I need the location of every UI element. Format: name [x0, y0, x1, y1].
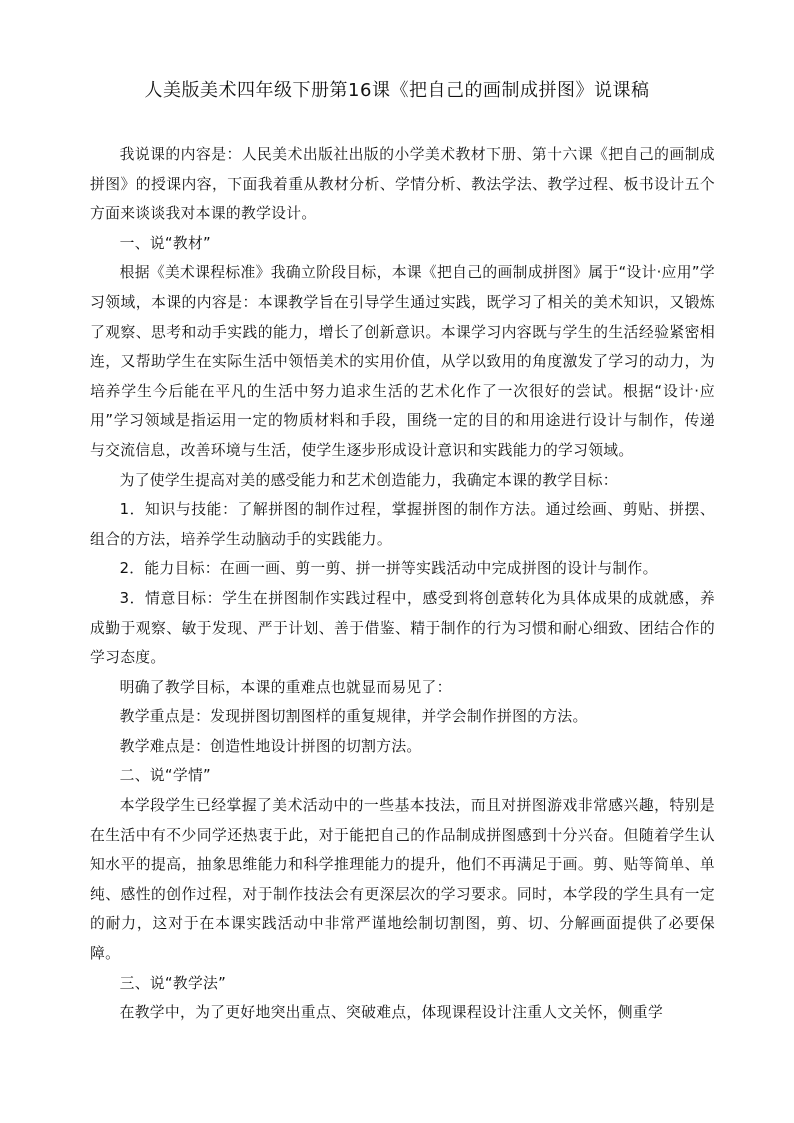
document-title: 人美版美术四年级下册第16课《把自己的画制成拼图》说课稿 — [144, 80, 650, 101]
methods-paragraph: 在教学中，为了更好地突出重点、突破难点，体现课程设计注重人文关怀，侧重学 — [119, 1004, 664, 1022]
key-points-intro: 明确了教学目标，本课的重难点也就显而易见了： — [119, 678, 452, 696]
textbook-paragraph: 根据《美术课程标准》我确立阶段目标，本课《把自己的画制成拼图》属于“设计·应用”学习领域，本课的内容是：本课教学旨在引导学生通过实践，既学习了相关的美术知识，又锻炼了观察、思考和动手实践的能力，增长了创新意识。本课学习内容既与学生的生活经验紧密相连，又帮助学生在实际生活中领悟美术的实用价值，从学以致用的角度激发了学习的动力，为培养学生今后能在平凡的生活中努力追求生活的艺术化作了一次很好的尝试。根据“设计·应用”学习领域是指运用一定的物质材料和手段，围绕一定的目的和用途进行设计与制作，传递与交流信息，改善环境与生活，使学生逐步形成设计意识和实践能力的学习领域。 — [90, 264, 715, 459]
objective-emotion: 3．情意目标：学生在拼图制作实践过程中，感受到将创意转化为具体成果的成就感，养成勤于观察、敏于发现、严于计划、善于借鉴、精于制作的行为习惯和耐心细致、团结合作的学习态度。 — [90, 589, 715, 667]
section-heading-methods: 三、说“教学法” — [119, 974, 227, 992]
objective-ability: 2．能力目标：在画一画、剪一剪、拼一拼等实践活动中完成拼图的设计与制作。 — [119, 560, 658, 578]
objective-knowledge: 1．知识与技能：了解拼图的制作过程，掌握拼图的制作方法。通过绘画、剪贴、拼摆、组合的方法，培养学生动脑动手的实践能力。 — [90, 501, 715, 548]
section-heading-textbook: 一、说“教材” — [119, 234, 212, 252]
teaching-focus: 教学重点是：发现拼图切割图样的重复规律，并学会制作拼图的方法。 — [119, 708, 588, 726]
intro-paragraph: 我说课的内容是：人民美术出版社出版的小学美术教材下册、第十六课《把自己的画制成拼图》的授课内容，下面我着重从教材分析、学情分析、教法学法、教学过程、板书设计五个方面来谈谈我对本课的教学设计。 — [90, 146, 715, 223]
section-heading-students: 二、说“学情” — [119, 767, 212, 785]
teaching-difficulty: 教学难点是：创造性地设计拼图的切割方法。 — [119, 737, 422, 755]
students-paragraph: 本学段学生已经掌握了美术活动中的一些基本技法，而且对拼图游戏非常感兴趣，特别是在生活中有不少同学还热衷于此，对于能把自己的作品制成拼图感到十分兴奋。但随着学生认知水平的提高，抽象思维能力和科学推理能力的提升，他们不再满足于画。剪、贴等简单、单纯、感性的创作过程，对于制作技法会有更深层次的学习要求。同时，本学段的学生具有一定的耐力，这对于在本课实践活动中非常严谨地绘制切割图，剪、切、分解画面提供了必要保障。 — [90, 797, 715, 963]
document-body — [90, 140, 715, 1028]
objectives-intro-paragraph: 为了使学生提高对美的感受能力和艺术创造能力，我确定本课的教学目标： — [119, 471, 618, 489]
